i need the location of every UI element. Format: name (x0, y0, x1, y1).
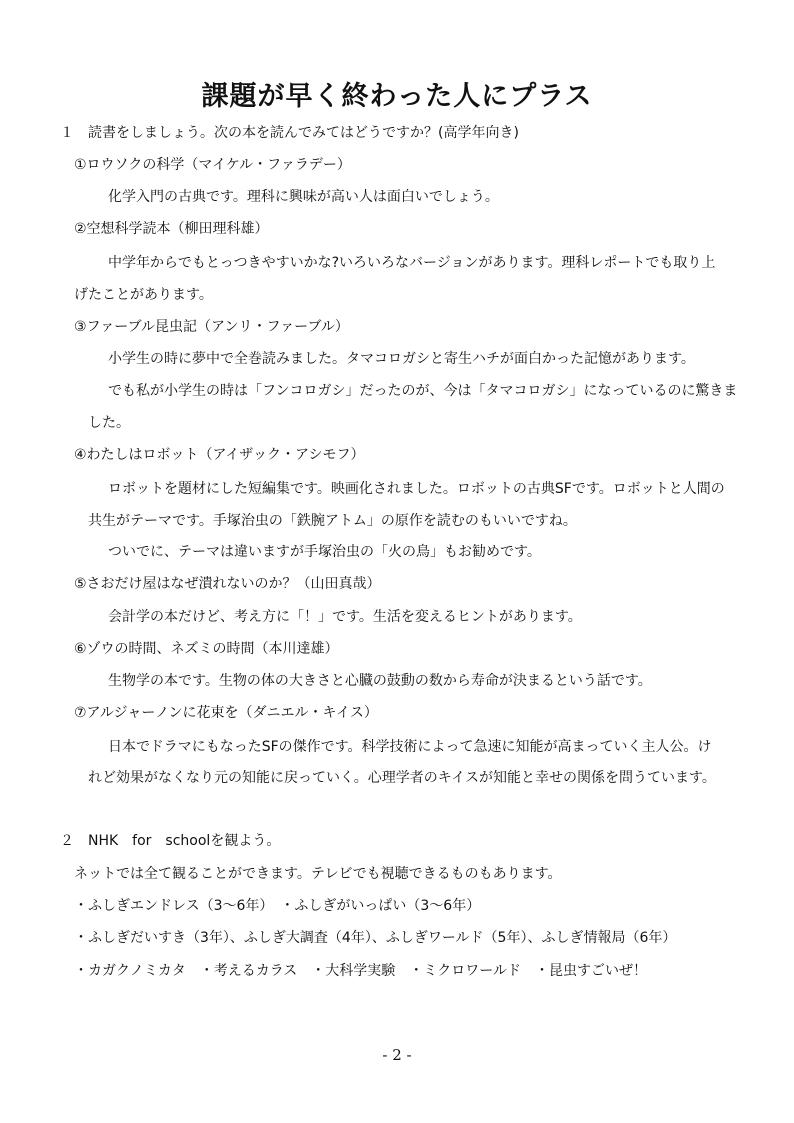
book-5-line-1: 会計学の本だけど、考え方に「！」です。生活を変えるヒントがあります。 (108, 609, 582, 625)
page-number: - 2 - (382, 1046, 412, 1064)
section2-program-list-1: ・ふしぎエンドレス（3～6年） ・ふしぎがいっぱい（3～6年） (74, 898, 481, 914)
book-4-line-2: 共生がテーマです。手塚治虫の「鉄腕アトム」の原作を読むのもいいですね。 (88, 513, 577, 529)
book-4-line-1: ロボットを題材にした短編集です。映画化されました。ロボットの古典SFです。ロボットと人間の (108, 481, 725, 497)
book-2-title: ②空想科学読本（柳田理科雄） (74, 221, 269, 237)
book-3-title: ③ファーブル昆虫記（アンリ・ファーブル） (74, 319, 349, 335)
book-7-title: ⑦アルジャーノンに花束を（ダニエル・キイス） (74, 705, 378, 721)
section2-program-list-2: ・ふしぎだいすき（3年）、ふしぎ大調査（4年）、ふしぎワールド（5年）、ふしぎ情報局（6年） (74, 930, 677, 946)
section2-program-list-3: ・カガクノミカタ ・考えるカラス ・大科学実験 ・ミクロワールド ・昆虫すごいぜ！ (74, 963, 648, 979)
book-1-line-1: 化学入門の古典です。理科に興味が高い人は面白いでしょう。 (108, 189, 499, 205)
section2-line-1: ネットでは全て観ることができます。テレビでも視聴できるものもあります。 (74, 866, 562, 882)
book-7-line-2: れど効果がなくなり元の知能に戻っていく。心理学者のキイスが知能と幸せの関係を問うています。 (88, 770, 716, 786)
book-4-line-3: ついでに、テーマは違いますが手塚治虫の「火の鳥」もお勧めです。 (108, 544, 541, 560)
section2-heading: ２ NHK for schoolを観よう。 (60, 833, 281, 849)
book-3-line-3: した。 (88, 415, 130, 431)
book-2-line-1: 中学年からでもとっつきやすいかな?いろいろなバージョンがあります。理科レポートでも取り上 (108, 255, 716, 271)
page-title: 課題が早く終わった人にプラス (201, 81, 593, 112)
section1-heading: １ 読書をしましょう。次の本を読んでみてはどうですか？(高学年向き) (60, 125, 519, 141)
book-7-line-1: 日本でドラマにもなったSFの傑作です。科学技術によって急速に知能が高まっていく主人公。け (108, 739, 712, 755)
book-3-line-1: 小学生の時に夢中で全巻読みました。タマコロガシと寄生ハチが面白かった記憶があります。 (108, 351, 695, 367)
book-3-line-2: でも私が小学生の時は「フンコロガシ」だったのが、今は「タマコロガシ」になっているのに驚きま (108, 383, 738, 399)
book-6-line-1: 生物学の本です。生物の体の大きさと心臓の鼓動の数から寿命が決まるという話です。 (108, 673, 652, 689)
book-2-line-2: げたことがあります。 (74, 287, 213, 303)
book-6-title: ⑥ゾウの時間、ネズミの時間（本川達雄） (74, 641, 339, 657)
book-5-title: ⑤さおだけ屋はなぜ潰れないのか？（山田真哉） (74, 576, 381, 592)
book-4-title: ④わたしはロボット（アイザック・アシモフ） (74, 447, 365, 463)
book-1-title: ①ロウソクの科学（マイケル・ファラデー） (74, 157, 351, 173)
